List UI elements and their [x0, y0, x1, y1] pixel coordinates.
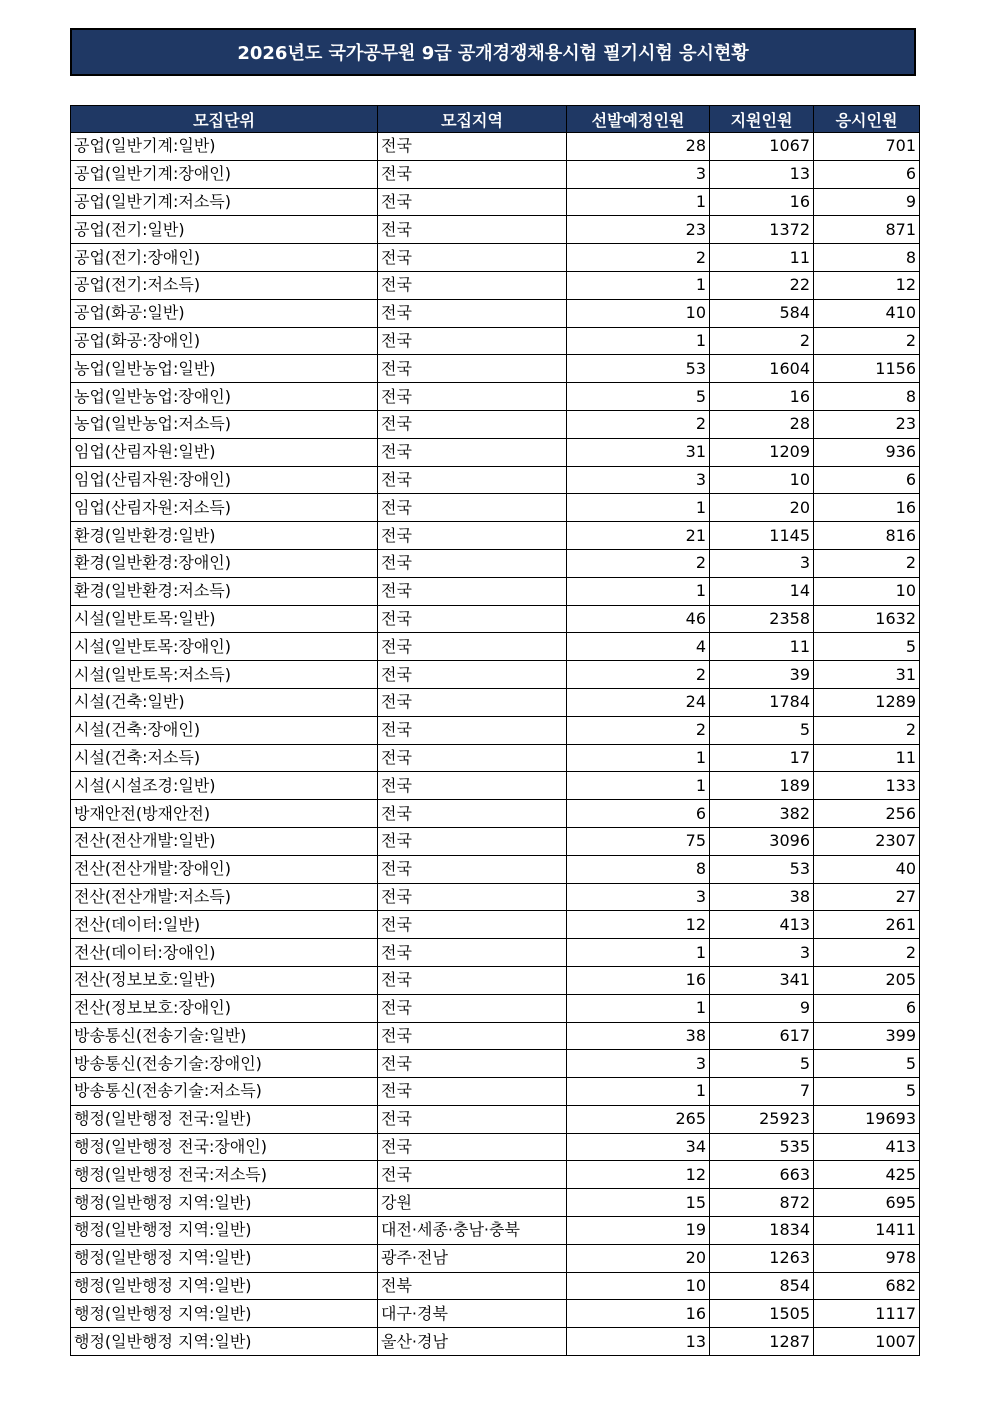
table-row	[71, 800, 920, 828]
cell-applicant-count: 2358	[710, 605, 814, 633]
cell-recruit-region: 전국	[378, 855, 567, 883]
cell-recruit-unit: 농업(일반농업:장애인)	[71, 383, 378, 411]
cell-recruit-region: 전국	[378, 410, 567, 438]
cell-applicant-count: 617	[710, 1022, 814, 1050]
cell-recruit-region: 전국	[378, 883, 567, 911]
table-row	[71, 355, 920, 383]
cell-applicant-count: 5	[710, 716, 814, 744]
cell-recruit-region: 전국	[378, 939, 567, 967]
table-row	[71, 633, 920, 661]
cell-recruit-unit: 행정(일반행정 지역:일반)	[71, 1244, 378, 1272]
table-row	[71, 410, 920, 438]
table-row	[71, 1244, 920, 1272]
cell-recruit-unit: 방재안전(방재안전)	[71, 800, 378, 828]
cell-recruit-region: 전국	[378, 327, 567, 355]
cell-examinee-count: 936	[814, 438, 920, 466]
cell-recruit-unit: 시설(일반토목:일반)	[71, 605, 378, 633]
cell-recruit-unit: 방송통신(전송기술:장애인)	[71, 1050, 378, 1078]
cell-recruit-unit: 행정(일반행정 지역:일반)	[71, 1328, 378, 1356]
cell-examinee-count: 133	[814, 772, 920, 800]
cell-examinee-count: 256	[814, 800, 920, 828]
cell-recruit-region: 전국	[378, 744, 567, 772]
table-row	[71, 160, 920, 188]
cell-planned-count: 5	[567, 383, 710, 411]
cell-examinee-count: 12	[814, 271, 920, 299]
table-row	[71, 688, 920, 716]
cell-recruit-region: 강원	[378, 1189, 567, 1217]
table-row	[71, 438, 920, 466]
cell-planned-count: 53	[567, 355, 710, 383]
cell-recruit-region: 전국	[378, 549, 567, 577]
cell-recruit-unit: 농업(일반농업:일반)	[71, 355, 378, 383]
cell-planned-count: 6	[567, 800, 710, 828]
table-row	[71, 216, 920, 244]
cell-recruit-unit: 공업(화공:일반)	[71, 299, 378, 327]
cell-examinee-count: 1007	[814, 1328, 920, 1356]
cell-planned-count: 1	[567, 772, 710, 800]
cell-examinee-count: 978	[814, 1244, 920, 1272]
cell-recruit-unit: 행정(일반행정 전국:저소득)	[71, 1161, 378, 1189]
cell-planned-count: 2	[567, 549, 710, 577]
cell-planned-count: 16	[567, 966, 710, 994]
table-row	[71, 883, 920, 911]
table-row	[71, 939, 920, 967]
cell-planned-count: 46	[567, 605, 710, 633]
cell-planned-count: 2	[567, 244, 710, 272]
cell-applicant-count: 11	[710, 633, 814, 661]
cell-recruit-unit: 환경(일반환경:일반)	[71, 522, 378, 550]
cell-planned-count: 34	[567, 1133, 710, 1161]
cell-recruit-unit: 행정(일반행정 지역:일반)	[71, 1272, 378, 1300]
cell-recruit-region: 전북	[378, 1272, 567, 1300]
table-row	[71, 1105, 920, 1133]
cell-applicant-count: 1067	[710, 133, 814, 161]
table-row	[71, 1328, 920, 1356]
cell-recruit-region: 전국	[378, 299, 567, 327]
cell-examinee-count: 2307	[814, 827, 920, 855]
table-row	[71, 188, 920, 216]
cell-planned-count: 23	[567, 216, 710, 244]
cell-applicant-count: 872	[710, 1189, 814, 1217]
table-row	[71, 1189, 920, 1217]
cell-planned-count: 3	[567, 883, 710, 911]
cell-recruit-unit: 전산(데이터:장애인)	[71, 939, 378, 967]
cell-recruit-region: 전국	[378, 966, 567, 994]
cell-applicant-count: 1287	[710, 1328, 814, 1356]
cell-planned-count: 1	[567, 271, 710, 299]
table-row	[71, 994, 920, 1022]
cell-recruit-region: 전국	[378, 994, 567, 1022]
cell-recruit-region: 전국	[378, 688, 567, 716]
cell-recruit-region: 전국	[378, 716, 567, 744]
cell-recruit-unit: 임업(산림자원:일반)	[71, 438, 378, 466]
cell-recruit-unit: 행정(일반행정 지역:일반)	[71, 1217, 378, 1245]
cell-applicant-count: 1784	[710, 688, 814, 716]
cell-planned-count: 265	[567, 1105, 710, 1133]
cell-planned-count: 10	[567, 1272, 710, 1300]
cell-recruit-region: 전국	[378, 577, 567, 605]
table-row	[71, 716, 920, 744]
cell-applicant-count: 413	[710, 911, 814, 939]
cell-examinee-count: 11	[814, 744, 920, 772]
cell-applicant-count: 5	[710, 1050, 814, 1078]
cell-applicant-count: 53	[710, 855, 814, 883]
header-recruit-region: 모집지역	[378, 106, 567, 133]
cell-recruit-unit: 임업(산림자원:저소득)	[71, 494, 378, 522]
cell-applicant-count: 25923	[710, 1105, 814, 1133]
cell-recruit-unit: 행정(일반행정 지역:일반)	[71, 1300, 378, 1328]
cell-applicant-count: 1145	[710, 522, 814, 550]
cell-recruit-region: 전국	[378, 911, 567, 939]
table-row	[71, 1050, 920, 1078]
cell-examinee-count: 1411	[814, 1217, 920, 1245]
cell-recruit-unit: 방송통신(전송기술:저소득)	[71, 1078, 378, 1106]
cell-examinee-count: 816	[814, 522, 920, 550]
cell-applicant-count: 1834	[710, 1217, 814, 1245]
cell-examinee-count: 1156	[814, 355, 920, 383]
cell-planned-count: 4	[567, 633, 710, 661]
header-planned-count: 선발예정인원	[567, 106, 710, 133]
table-row	[71, 855, 920, 883]
cell-planned-count: 16	[567, 1300, 710, 1328]
cell-recruit-unit: 공업(일반기계:일반)	[71, 133, 378, 161]
cell-applicant-count: 28	[710, 410, 814, 438]
cell-recruit-region: 전국	[378, 605, 567, 633]
cell-recruit-unit: 시설(건축:장애인)	[71, 716, 378, 744]
cell-applicant-count: 16	[710, 188, 814, 216]
cell-recruit-region: 전국	[378, 772, 567, 800]
cell-applicant-count: 854	[710, 1272, 814, 1300]
cell-planned-count: 2	[567, 716, 710, 744]
cell-examinee-count: 19693	[814, 1105, 920, 1133]
cell-planned-count: 12	[567, 1161, 710, 1189]
cell-recruit-unit: 시설(건축:저소득)	[71, 744, 378, 772]
table-row	[71, 1022, 920, 1050]
cell-applicant-count: 1604	[710, 355, 814, 383]
cell-recruit-unit: 시설(시설조경:일반)	[71, 772, 378, 800]
cell-applicant-count: 14	[710, 577, 814, 605]
table-row	[71, 772, 920, 800]
cell-recruit-region: 전국	[378, 522, 567, 550]
table-row	[71, 1133, 920, 1161]
table-row	[71, 522, 920, 550]
cell-examinee-count: 10	[814, 577, 920, 605]
cell-applicant-count: 7	[710, 1078, 814, 1106]
cell-planned-count: 8	[567, 855, 710, 883]
cell-recruit-region: 전국	[378, 355, 567, 383]
cell-planned-count: 1	[567, 744, 710, 772]
table-row	[71, 133, 920, 161]
cell-recruit-region: 전국	[378, 271, 567, 299]
cell-examinee-count: 9	[814, 188, 920, 216]
cell-examinee-count: 40	[814, 855, 920, 883]
cell-applicant-count: 38	[710, 883, 814, 911]
table-row	[71, 494, 920, 522]
cell-recruit-unit: 공업(화공:장애인)	[71, 327, 378, 355]
cell-planned-count: 10	[567, 299, 710, 327]
cell-recruit-region: 전국	[378, 1105, 567, 1133]
table-row	[71, 327, 920, 355]
cell-examinee-count: 1289	[814, 688, 920, 716]
cell-recruit-region: 울산·경남	[378, 1328, 567, 1356]
cell-examinee-count: 701	[814, 133, 920, 161]
cell-examinee-count: 27	[814, 883, 920, 911]
cell-applicant-count: 341	[710, 966, 814, 994]
cell-examinee-count: 8	[814, 383, 920, 411]
header-recruit-unit: 모집단위	[71, 106, 378, 133]
cell-applicant-count: 39	[710, 661, 814, 689]
cell-recruit-region: 전국	[378, 633, 567, 661]
cell-recruit-region: 전국	[378, 188, 567, 216]
table-row	[71, 577, 920, 605]
table-row	[71, 744, 920, 772]
cell-planned-count: 1	[567, 994, 710, 1022]
cell-examinee-count: 413	[814, 1133, 920, 1161]
cell-applicant-count: 3	[710, 549, 814, 577]
cell-planned-count: 1	[567, 494, 710, 522]
cell-recruit-unit: 공업(전기:일반)	[71, 216, 378, 244]
cell-recruit-region: 광주·전남	[378, 1244, 567, 1272]
cell-recruit-unit: 방송통신(전송기술:일반)	[71, 1022, 378, 1050]
cell-planned-count: 20	[567, 1244, 710, 1272]
cell-planned-count: 1	[567, 577, 710, 605]
cell-recruit-unit: 전산(정보보호:일반)	[71, 966, 378, 994]
cell-planned-count: 28	[567, 133, 710, 161]
cell-recruit-unit: 공업(일반기계:장애인)	[71, 160, 378, 188]
cell-examinee-count: 2	[814, 327, 920, 355]
cell-recruit-unit: 행정(일반행정 지역:일반)	[71, 1189, 378, 1217]
cell-applicant-count: 10	[710, 466, 814, 494]
cell-applicant-count: 22	[710, 271, 814, 299]
cell-applicant-count: 1209	[710, 438, 814, 466]
table-row	[71, 605, 920, 633]
cell-recruit-region: 대구·경북	[378, 1300, 567, 1328]
cell-applicant-count: 16	[710, 383, 814, 411]
cell-examinee-count: 31	[814, 661, 920, 689]
cell-recruit-unit: 전산(데이터:일반)	[71, 911, 378, 939]
cell-recruit-region: 전국	[378, 244, 567, 272]
cell-examinee-count: 1117	[814, 1300, 920, 1328]
header-applicant-count: 지원인원	[710, 106, 814, 133]
table-row	[71, 1078, 920, 1106]
cell-examinee-count: 2	[814, 716, 920, 744]
cell-planned-count: 3	[567, 160, 710, 188]
cell-recruit-unit: 환경(일반환경:저소득)	[71, 577, 378, 605]
cell-recruit-unit: 시설(건축:일반)	[71, 688, 378, 716]
cell-recruit-region: 전국	[378, 1133, 567, 1161]
cell-applicant-count: 3096	[710, 827, 814, 855]
cell-examinee-count: 5	[814, 1078, 920, 1106]
cell-applicant-count: 1263	[710, 1244, 814, 1272]
cell-examinee-count: 410	[814, 299, 920, 327]
cell-recruit-unit: 환경(일반환경:장애인)	[71, 549, 378, 577]
cell-examinee-count: 6	[814, 466, 920, 494]
table-row	[71, 911, 920, 939]
cell-planned-count: 15	[567, 1189, 710, 1217]
cell-recruit-unit: 전산(전산개발:일반)	[71, 827, 378, 855]
cell-examinee-count: 871	[814, 216, 920, 244]
table-row	[71, 1300, 920, 1328]
cell-examinee-count: 205	[814, 966, 920, 994]
cell-examinee-count: 8	[814, 244, 920, 272]
cell-planned-count: 13	[567, 1328, 710, 1356]
cell-planned-count: 12	[567, 911, 710, 939]
cell-applicant-count: 11	[710, 244, 814, 272]
cell-recruit-region: 전국	[378, 466, 567, 494]
cell-recruit-unit: 전산(전산개발:저소득)	[71, 883, 378, 911]
cell-examinee-count: 5	[814, 633, 920, 661]
table-row	[71, 1161, 920, 1189]
exam-status-table	[70, 105, 920, 1356]
cell-applicant-count: 1505	[710, 1300, 814, 1328]
cell-examinee-count: 682	[814, 1272, 920, 1300]
page-title: 2026년도 국가공무원 9급 공개경쟁채용시험 필기시험 응시현황	[70, 28, 916, 76]
cell-recruit-region: 전국	[378, 1078, 567, 1106]
cell-recruit-region: 전국	[378, 133, 567, 161]
table-row	[71, 966, 920, 994]
cell-examinee-count: 6	[814, 994, 920, 1022]
cell-applicant-count: 382	[710, 800, 814, 828]
table-row	[71, 1272, 920, 1300]
cell-recruit-unit: 행정(일반행정 전국:일반)	[71, 1105, 378, 1133]
cell-recruit-unit: 전산(전산개발:장애인)	[71, 855, 378, 883]
cell-recruit-region: 대전·세종·충남·충북	[378, 1217, 567, 1245]
table-row	[71, 661, 920, 689]
cell-planned-count: 21	[567, 522, 710, 550]
cell-recruit-unit: 시설(일반토목:장애인)	[71, 633, 378, 661]
table-header-row	[71, 106, 920, 133]
cell-recruit-region: 전국	[378, 160, 567, 188]
cell-examinee-count: 1632	[814, 605, 920, 633]
cell-planned-count: 2	[567, 410, 710, 438]
cell-examinee-count: 425	[814, 1161, 920, 1189]
cell-recruit-region: 전국	[378, 494, 567, 522]
cell-applicant-count: 20	[710, 494, 814, 522]
cell-planned-count: 19	[567, 1217, 710, 1245]
cell-applicant-count: 3	[710, 939, 814, 967]
table-row	[71, 299, 920, 327]
cell-planned-count: 38	[567, 1022, 710, 1050]
cell-applicant-count: 189	[710, 772, 814, 800]
cell-recruit-unit: 시설(일반토목:저소득)	[71, 661, 378, 689]
cell-recruit-unit: 행정(일반행정 전국:장애인)	[71, 1133, 378, 1161]
cell-planned-count: 75	[567, 827, 710, 855]
cell-recruit-region: 전국	[378, 438, 567, 466]
cell-examinee-count: 6	[814, 160, 920, 188]
cell-applicant-count: 1372	[710, 216, 814, 244]
table-row	[71, 827, 920, 855]
table-row	[71, 244, 920, 272]
cell-examinee-count: 695	[814, 1189, 920, 1217]
cell-recruit-region: 전국	[378, 800, 567, 828]
cell-recruit-region: 전국	[378, 661, 567, 689]
cell-examinee-count: 399	[814, 1022, 920, 1050]
header-examinee-count: 응시인원	[814, 106, 920, 133]
cell-applicant-count: 584	[710, 299, 814, 327]
cell-recruit-unit: 공업(전기:장애인)	[71, 244, 378, 272]
table-row	[71, 1217, 920, 1245]
cell-recruit-unit: 공업(일반기계:저소득)	[71, 188, 378, 216]
cell-applicant-count: 13	[710, 160, 814, 188]
cell-recruit-unit: 임업(산림자원:장애인)	[71, 466, 378, 494]
cell-recruit-region: 전국	[378, 383, 567, 411]
cell-applicant-count: 663	[710, 1161, 814, 1189]
cell-planned-count: 2	[567, 661, 710, 689]
cell-examinee-count: 16	[814, 494, 920, 522]
table-row	[71, 549, 920, 577]
cell-planned-count: 1	[567, 939, 710, 967]
cell-recruit-region: 전국	[378, 827, 567, 855]
cell-planned-count: 3	[567, 1050, 710, 1078]
table-row	[71, 271, 920, 299]
cell-planned-count: 3	[567, 466, 710, 494]
cell-applicant-count: 17	[710, 744, 814, 772]
cell-applicant-count: 535	[710, 1133, 814, 1161]
cell-planned-count: 1	[567, 1078, 710, 1106]
table-row	[71, 383, 920, 411]
cell-examinee-count: 2	[814, 939, 920, 967]
cell-recruit-region: 전국	[378, 1161, 567, 1189]
table-row	[71, 466, 920, 494]
cell-applicant-count: 9	[710, 994, 814, 1022]
cell-examinee-count: 2	[814, 549, 920, 577]
cell-recruit-region: 전국	[378, 1022, 567, 1050]
cell-planned-count: 24	[567, 688, 710, 716]
cell-examinee-count: 5	[814, 1050, 920, 1078]
cell-examinee-count: 23	[814, 410, 920, 438]
cell-recruit-region: 전국	[378, 1050, 567, 1078]
cell-applicant-count: 2	[710, 327, 814, 355]
cell-planned-count: 1	[567, 188, 710, 216]
cell-recruit-unit: 전산(정보보호:장애인)	[71, 994, 378, 1022]
cell-planned-count: 1	[567, 327, 710, 355]
cell-planned-count: 31	[567, 438, 710, 466]
cell-recruit-region: 전국	[378, 216, 567, 244]
cell-recruit-unit: 공업(전기:저소득)	[71, 271, 378, 299]
cell-recruit-unit: 농업(일반농업:저소득)	[71, 410, 378, 438]
cell-examinee-count: 261	[814, 911, 920, 939]
